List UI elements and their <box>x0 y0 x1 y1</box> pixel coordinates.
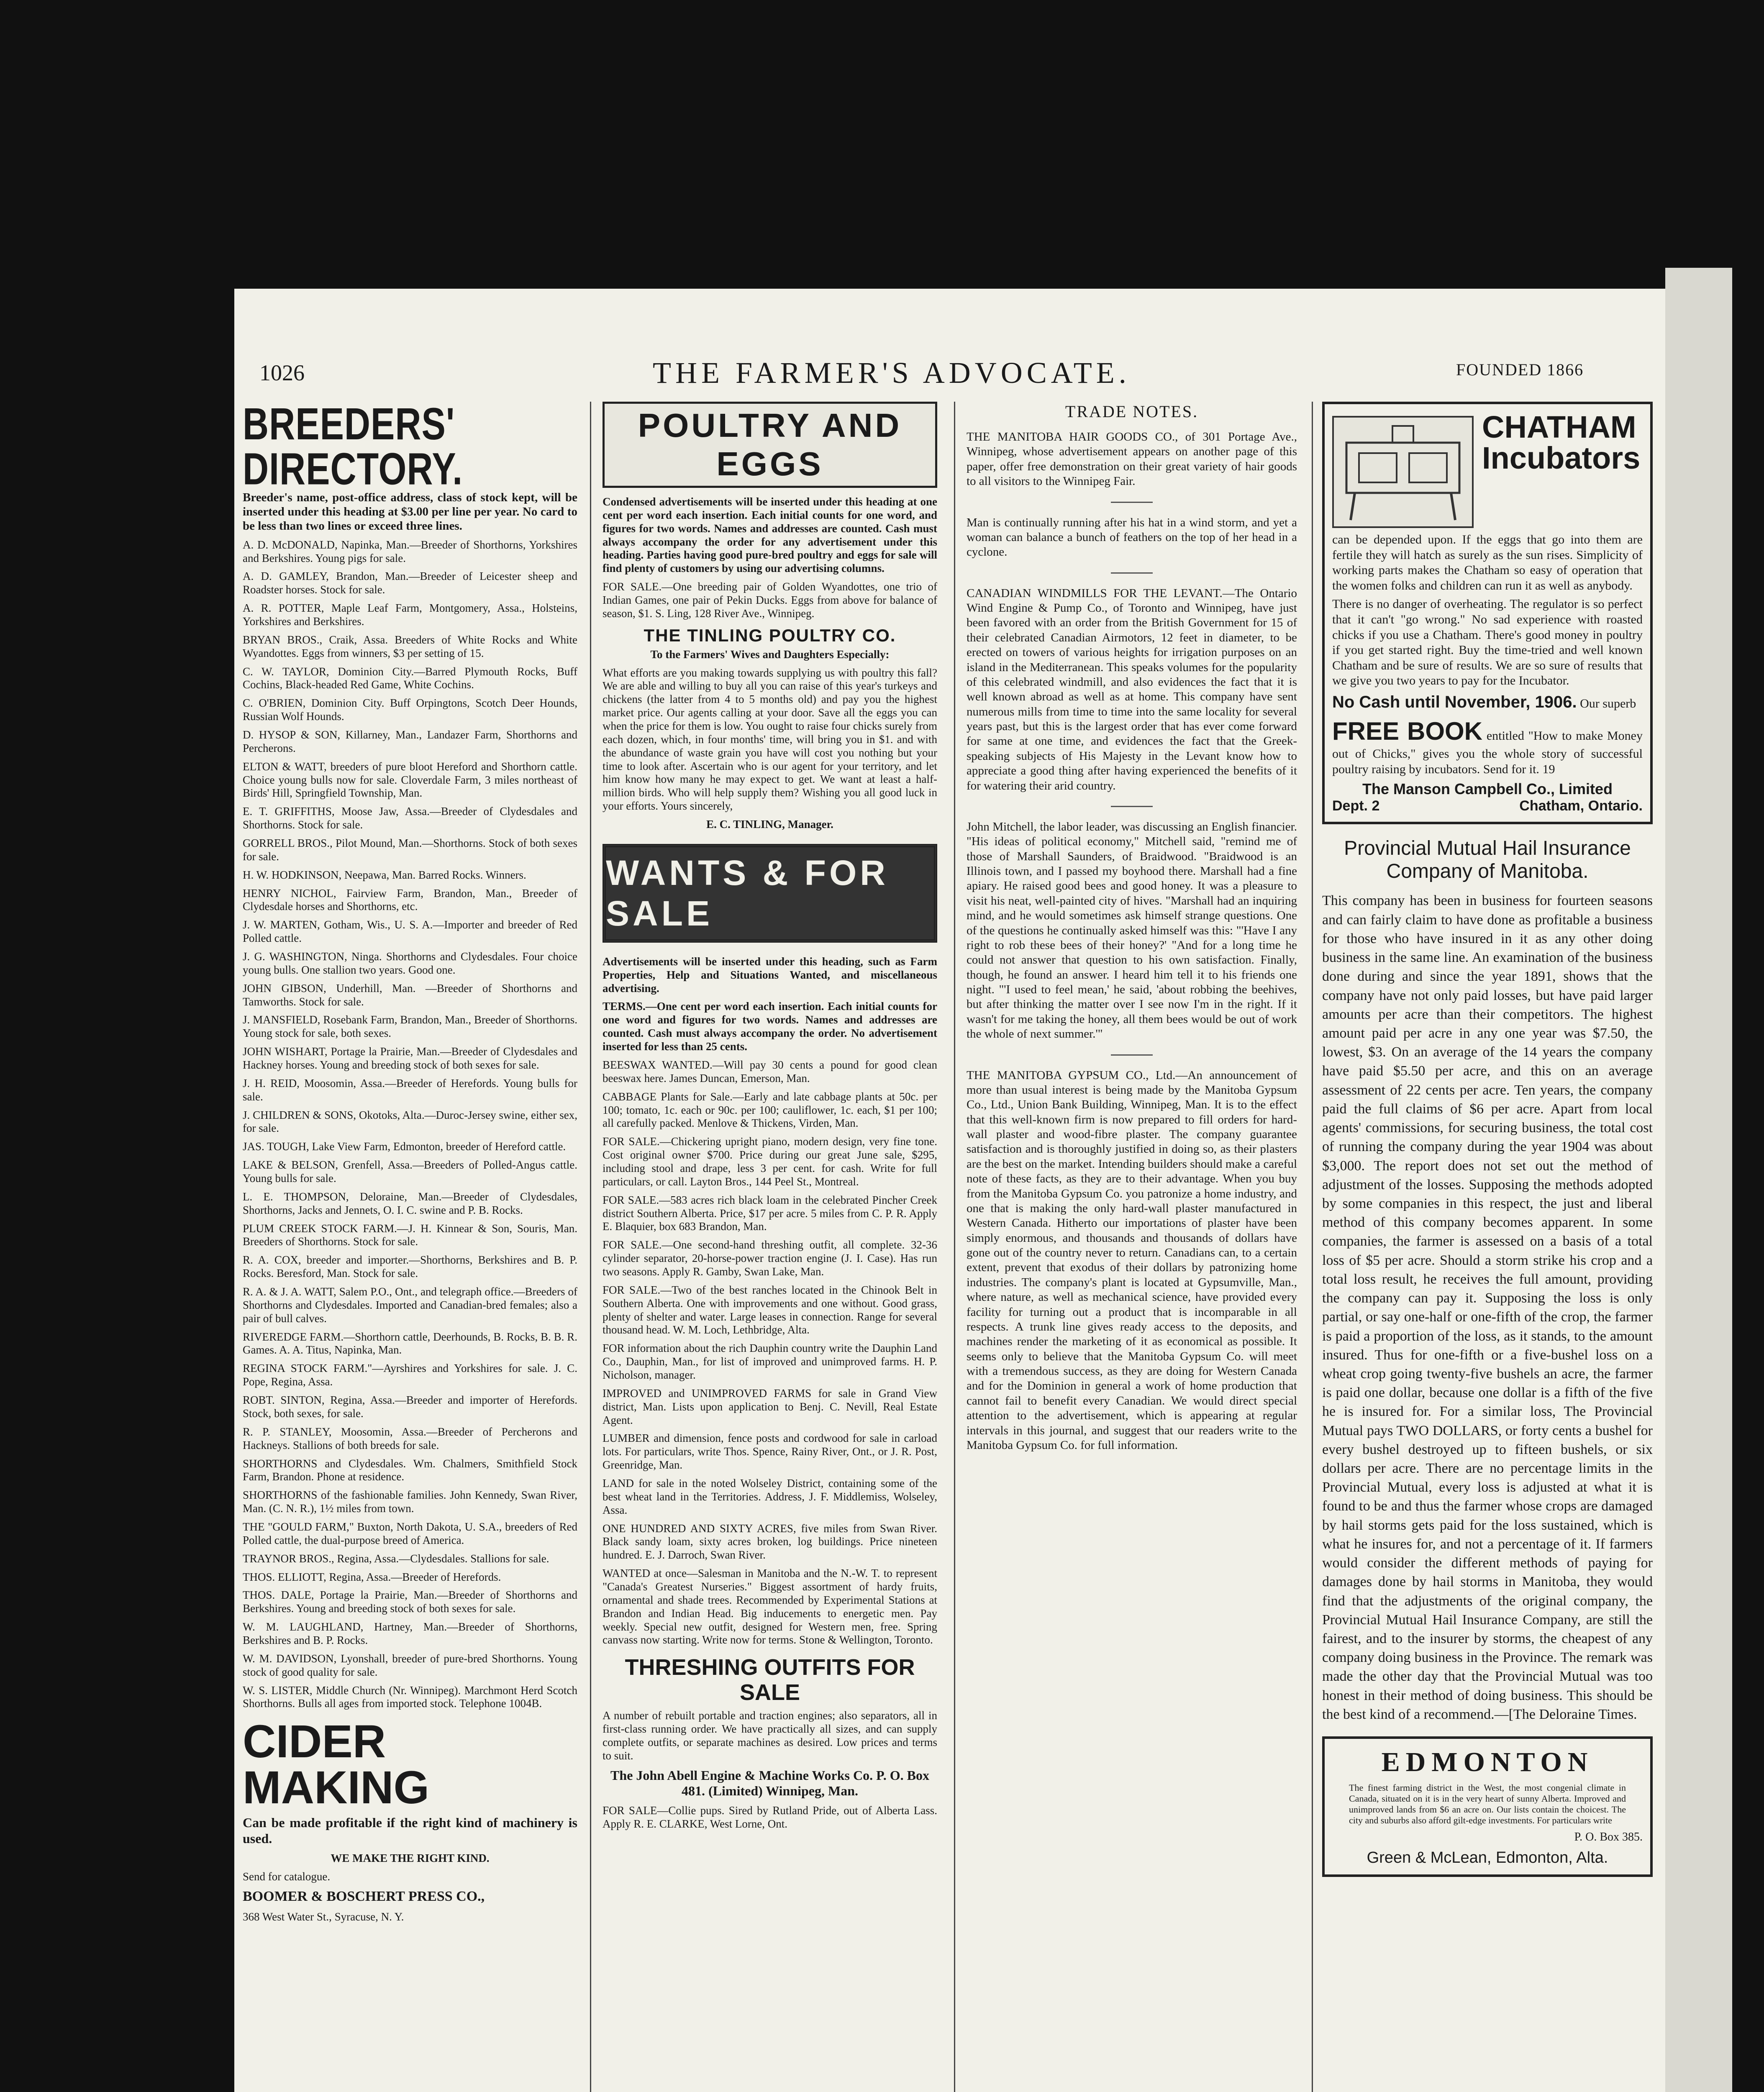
breeder-entry: D. HYSOP & SON, Killarney, Man., Landazer Farm, Shorthorns and Percherons. <box>243 728 577 754</box>
chatham-company: The Manson Campbell Co., Limited <box>1362 780 1613 798</box>
wants-banner: WANTS & FOR SALE <box>603 844 937 943</box>
divider <box>1111 502 1153 503</box>
classified-ad: LUMBER and dimension, fence posts and cordwood for sale in carload lots. For particulars, write Thos. Spence, Rainy River, Ont., or J. R. Post, Greenridge, Man. <box>603 1432 937 1472</box>
breeder-entry: R. P. STANLEY, Moosomin, Assa.—Breeder of Percherons and Hackneys. Stallions of both breeds for sale. <box>243 1425 577 1451</box>
breeder-entry: L. E. THOMPSON, Deloraine, Man.—Breeder of Clydesdales, Shorthorns, Jacks and Jennets, O. I. C. swine and P. B. Rocks. <box>243 1190 577 1216</box>
trade-note: CANADIAN WINDMILLS FOR THE LEVANT.—The Ontario Wind Engine & Pump Co., of Toronto and Winnipeg, have just been favored with an order from the British Government for 15 of their celebrated Canadian Airmotors, 12 feet in diameter, to be erected on towers of various heights for irrigation purposes on an island in the Mediterranean. This speaks volumes for the popularity of this celebrated windmill, and also evidences the fact that it is well known abroad as well as at home. This company have sent numerous mills from time to time into the same locality for several years past, but this is the largest order that has ever come forward for same at one time, and evidences the fact that the Greek-speaking subjects of His Majesty in the Levant know how to appreciate a good thing after having experienced the benefits of it for watering their arid country. <box>967 586 1297 792</box>
breeder-entry: W. M. DAVIDSON, Lyonshall, breeder of pure-bred Shorthorns. Young stock of good quality for sale. <box>243 1652 577 1678</box>
breeder-entry: GORRELL BROS., Pilot Mound, Man.—Shorthorns. Stock of both sexes for sale. <box>243 836 577 863</box>
threshing-heading: THRESHING OUTFITS FOR SALE <box>625 1655 915 1705</box>
column-rule <box>954 402 955 2092</box>
breeders-directory-column <box>243 402 577 2092</box>
breeder-entry: TRAYNOR BROS., Regina, Assa.—Clydesdales. Stallions for sale. <box>243 1552 549 1565</box>
trade-notes-column <box>967 402 1297 2092</box>
classified-ad: FOR SALE.—Chickering upright piano, modern design, very fine tone. Cost original owner $700. Price during our great June sale, $295, including stool and drape, less 3 per cent. for cash. Write for full particulars, or call. Layton Bros., 144 Peel St., Montreal. <box>603 1135 937 1188</box>
breeders-heading: BREEDERS' DIRECTORY. <box>243 402 463 495</box>
edmonton-heading: EDMONTON <box>1381 1747 1594 1778</box>
chatham-num: 19 <box>1542 762 1555 776</box>
breeder-entry: J. CHILDREN & SONS, Okotoks, Alta.—Duroc-Jersey swine, either sex, for sale. <box>243 1108 577 1135</box>
breeder-entry: C. O'BRIEN, Dominion City. Buff Orpingtons, Scotch Deer Hounds, Russian Wolf Hounds. <box>243 697 577 723</box>
breeder-entry: HENRY NICHOL, Fairview Farm, Brandon, Man., Breeder of Clydesdale horses and Shorthorns, etc. <box>243 887 577 913</box>
collie-ad: FOR SALE—Collie pups. Sired by Rutland Pride, out of Alberta Lass. Apply R. E. CLARKE, West Lorne, Ont. <box>603 1804 937 1830</box>
breeder-list <box>243 538 577 1711</box>
chatham-superb: Our superb <box>1580 696 1636 710</box>
classified-ad: CABBAGE Plants for Sale.—Early and late cabbage plants at 50c. per 100; tomato, 1c. each or 90c. per 100; cauliflower, 1c. each, $1 per 100; all carefully packed. Menlove & Thickens, Virden, Man. <box>603 1090 937 1130</box>
wants-list <box>603 1059 937 1647</box>
breeder-entry: SHORTHORNS and Clydesdales. Wm. Chalmers, Smithfield Stock Farm, Brandon. Phone at residence. <box>243 1457 577 1483</box>
breeder-entry: RIVEREDGE FARM.—Shorthorn cattle, Deerhounds, B. Rocks, B. B. R. Games. A. A. Titus, Napinka, Man. <box>243 1330 577 1356</box>
breeder-entry: THOS. ELLIOTT, Regina, Assa.—Breeder of Herefords. <box>243 1570 501 1583</box>
edmonton-firm: Green & McLean, Edmonton, Alta. <box>1367 1848 1608 1866</box>
poultry-intro: Condensed advertisements will be inserted under this heading at one cent per word each insertion. Each initial counts for one word, and figures for two words. Names and addresses are counted. Cash must always accompany the order for any advertisement under this heading. Parties having good pure-bred poultry and eggs for sale will find plenty of customers by using our advertising columns. <box>603 495 937 575</box>
column-rule <box>590 402 591 2092</box>
breeder-entry: A. D. GAMLEY, Brandon, Man.—Breeder of Leicester sheep and Roadster horses. Stock for sale. <box>243 570 577 596</box>
trade-note: John Mitchell, the labor leader, was discussing an English financier. "His ideas of political economy," Mitchell said, "remind me of those of Marshall Saunders, of Braidwood. "Braidwood is an Illinois town, and I passed my boyhood there. Marshall had a fine apiary. He raised good bees and good honey. It was a pleasure to visit his neat, well-painted city of hives. "Marshall had an inquiring mind, and he would sometimes ask himself strange questions. One of the questions he continually asked himself was this: "'Have I any right to rob these bees of their honey?' "And for a long time he could not answer that question to his own satisfaction. Finally, though, he found an answer. I heard him tell it to his friends one night. "'I used to feel mean,' he said, 'about robbing the beehives, but after thinking the matter over I see now I'm in the right. If it wasn't for me taking the honey, all them bees would be out of work the whole of next summer.'" <box>967 820 1297 1041</box>
threshing-body: A number of rebuilt portable and traction engines; also separators, all in first-class running order. We have practically all sizes, and can supply complete outfits, or separate machines as desired. Low prices and terms to suit. <box>603 1709 937 1762</box>
ads-column <box>1322 402 1653 2092</box>
classified-ad: BEESWAX WANTED.—Will pay 30 cents a pound for good clean beeswax here. James Duncan, Emerson, Man. <box>603 1058 937 1084</box>
breeder-entry: ROBT. SINTON, Regina, Assa.—Breeder and importer of Herefords. Stock, both sexes, for sale. <box>243 1394 577 1420</box>
page-number: 1026 <box>259 360 305 385</box>
classified-ad: FOR SALE.—One second-hand threshing outfit, all complete. 32-36 cylinder separator, 20-horse-power traction engine (J. I. Case). Has run two seasons. Apply R. Gamby, Swan Lake, Man. <box>603 1238 937 1278</box>
breeder-entry: ELTON & WATT, breeders of pure bloot Hereford and Shorthorn cattle. Choice young bulls now for sale. Cloverdale Farm, 3 miles northeast of Birds' Hill, Springfield Township, Man. <box>243 760 577 800</box>
breeder-entry: W. M. LAUGHLAND, Hartney, Man.—Breeder of Shorthorns, Berkshires and B. P. Rocks. <box>243 1620 577 1646</box>
breeder-entry: C. W. TAYLOR, Dominion City.—Barred Plymouth Rocks, Buff Cochins, Black-headed Red Game, White Cochins. <box>243 665 577 691</box>
chatham-p2: There is no danger of overheating. The regulator is so perfect that it can't "go wrong." No sad experience with roasted chicks if you use a Chatham. There's good money in poultry if you get started right. Buy the time-tried and well known Chatham and be sure of results. We are so sure of results that we give you two years to pay for the Incubator. <box>1332 597 1643 688</box>
trade-heading: TRADE NOTES. <box>1065 402 1199 421</box>
breeder-entry: JAS. TOUGH, Lake View Farm, Edmonton, breeder of Hereford cattle. <box>243 1140 566 1153</box>
wants-intro: Advertisements will be inserted under this heading, such as Farm Properties, Help and Situations Wanted, and miscellaneous advertising. <box>603 955 937 995</box>
cider-line1: Can be made profitable if the right kind of machinery is used. <box>243 1815 577 1846</box>
classified-ad: FOR information about the rich Dauphin country write the Dauphin Land Co., Dauphin, Man., for list of improved and unimproved farms. H. P. Nicholson, manager. <box>603 1342 937 1381</box>
classified-ad: ONE HUNDRED AND SIXTY ACRES, five miles from Swan River. Black sandy loam, sixty acres broken, log buildings. Price nineteen hundred. E. J. Darroch, Swan River. <box>603 1522 937 1561</box>
divider <box>1111 806 1153 807</box>
breeders-intro: Breeder's name, post-office address, class of stock kept, will be inserted under this heading at $3.00 per line per year. No card to be less than two lines or exceed three lines. <box>243 491 577 533</box>
poultry-wants-column <box>603 402 937 2092</box>
trade-note: Man is continually running after his hat in a wind storm, and yet a woman can balance a bunch of feathers on the top of her head in a cyclone. <box>967 515 1297 559</box>
trade-note: THE MANITOBA HAIR GOODS CO., of 301 Portage Ave., Winnipeg, whose advertisement appears on another page of this paper, offer free demonstration on their great variety of hair goods to all visitors to the Winnipeg Fair. <box>967 430 1297 488</box>
free-book-label: FREE BOOK <box>1332 717 1483 745</box>
classified-ad: LAND for sale in the noted Wolseley District, containing some of the best wheat land in the Territories. Address, J. F. Middlemiss, Wolseley, Assa. <box>603 1477 937 1516</box>
free-book-text: entitled "How to make Money out of Chicks," gives you the whole story of successful poultry raising by incubators. Send for it. <box>1332 728 1643 776</box>
breeder-entry: SHORTHORNS of the fashionable families. John Kennedy, Swan River, Man. (C. N. R.), 1½ miles from town. <box>243 1489 577 1515</box>
incubator-illustration <box>1332 416 1474 528</box>
breeder-entry: BRYAN BROS., Craik, Assa. Breeders of White Rocks and White Wyandottes. Eggs from winners, $3 per setting of 15. <box>243 633 577 659</box>
breeder-entry: J. MANSFIELD, Rosebank Farm, Brandon, Man., Breeder of Shorthorns. Young stock for sale, both sexes. <box>243 1013 577 1040</box>
breeder-entry: R. A. & J. A. WATT, Salem P.O., Ont., and telegraph office.—Breeders of Shorthorns and Clydesdales. Imported and Canadian-bred females; also a pair of bull calves. <box>243 1285 577 1325</box>
breeder-entry: W. S. LISTER, Middle Church (Nr. Winnipeg). Marchmont Herd Scotch Shorthorns. Bulls all ages from imported stock. Telephone 1004B. <box>243 1684 577 1710</box>
cider-line2: WE MAKE THE RIGHT KIND. <box>331 1851 490 1864</box>
classified-ad: FOR SALE.—583 acres rich black loam in the celebrated Pincher Creek district Southern Alberta. Price, $17 per acre. 5 miles from C. P. R. Apply E. Blaquier, box 683 Brandon, Man. <box>603 1193 937 1233</box>
hail-heading: Provincial Mutual Hail Insurance Company of Manitoba. <box>1344 837 1631 883</box>
tinling-body: What efforts are you making towards supplying us with poultry this fall? We are able and willing to buy all you can raise of this year's turkeys and chickens (the latter from 4 to 5 months old) and pay you the highest market price. Our agents calling at your door. Save all the eggs you can when the price for them is low. You ought to raise four chicks surely from each dozen, which, in four months' time, will bring you in $1. and with the abundance of waste grain you have will cost you nothing but your time to look after. Ascertain who is our agent for your territory, and let him know how many he may expect to get. We want at least a half-million birds. Who will help supply them? Wishing you all good luck in your efforts. Yours sincerely, <box>603 666 937 813</box>
edmonton-body: The finest farming district in the West, the most congenial climate in Canada, situated on it is in the very heart of sunny Alberta. Improved and unimproved lands from $6 an acre on. Our lists contain the choicest. The city and suburbs also afford gilt-edge investments. For particulars write <box>1349 1782 1626 1825</box>
poultry-heading: POULTRY AND EGGS <box>603 402 937 488</box>
tinling-title: THE TINLING POULTRY CO. <box>644 625 896 645</box>
breeder-entry: A. R. POTTER, Maple Leaf Farm, Montgomery, Assa., Holsteins, Yorkshires and Berkshires. <box>243 602 577 628</box>
classified-ad: IMPROVED and UNIMPROVED FARMS for sale in Grand View district, Man. Lists upon application to Benj. C. Nevill, Real Estate Agent. <box>603 1387 937 1426</box>
divider <box>1111 1054 1153 1056</box>
tinling-sub: To the Farmers' Wives and Daughters Especially: <box>650 648 890 661</box>
cider-address: 368 West Water St., Syracuse, N. Y. <box>243 1910 404 1923</box>
chatham-city: Chatham, Ontario. <box>1519 798 1643 814</box>
breeder-entry: LAKE & BELSON, Grenfell, Assa.—Breeders of Polled-Angus cattle. Young bulls for sale. <box>243 1159 577 1185</box>
column-rule <box>1312 402 1313 2092</box>
breeder-entry: THOS. DALE, Portage la Prairie, Man.—Breeder of Shorthorns and Berkshires. Young and breeding stock of both sexes for sale. <box>243 1589 577 1615</box>
cider-company: BOOMER & BOSCHERT PRESS CO., <box>243 1889 485 1905</box>
breeder-entry: JOHN GIBSON, Underhill, Man. —Breeder of Shorthorns and Tamworths. Stock for sale. <box>243 982 577 1008</box>
founded-note: FOUNDED 1866 <box>1456 360 1584 379</box>
breeder-entry: E. T. GRIFFITHS, Moose Jaw, Assa.—Breeder of Clydesdales and Shorthorns. Stock for sale. <box>243 805 577 831</box>
tinling-sign: E. C. TINLING, Manager. <box>706 818 833 831</box>
breeder-entry: J. H. REID, Moosomin, Assa.—Breeder of Herefords. Young bulls for sale. <box>243 1077 577 1103</box>
adjacent-page-edge <box>1665 268 1732 2092</box>
breeder-entry: JOHN WISHART, Portage la Prairie, Man.—Breeder of Clydesdales and Hackney horses. Young and breeding stock of both sexes for sale. <box>243 1045 577 1072</box>
trade-note: THE MANITOBA GYPSUM CO., Ltd.—An announcement of more than usual interest is being made by the Manitoba Gypsum Co., Ltd., Union Bank Building, Winnipeg, Man. It is to the effect that this well-known firm is now prepared to fill orders for hard-wall plaster and wood-fibre plaster. The company guarantee satisfaction and is thoroughly justified in doing so, as their plasters are the best on the market. Intending builders should make a careful note of these facts, as they are to their advantage. When you buy from the Manitoba Gypsum Co. you patronize a home industry, and one that is making the only hard-wall plaster manufactured in Western Canada. Hitherto our importations of plaster have been simply enormous, and thousands and thousands of dollars have gone out of the country never to return. Canadians can, to a certain extent, prevent that exodus of their dollars by patronizing home industries. The company's plant is located at Gypsumville, Man., where nature, as well as mechanical science, have provided every facility for turning out a product that is incomparable in all respects. A trunk line gives ready access to the deposits, and machines render the marketing of it as economical as possible. It seems only to believe that the Manitoba Gypsum Co. will meet with a tremendous success, as they are doing for Western Canada and for the Dominion in general a work of home production that cannot fail to benefit every Canadian. We would direct special attention to the advertisement, which is appearing at regular intervals in this journal, and suggest that our readers write to the Manitoba Gypsum Co. for full information. <box>967 1068 1297 1452</box>
breeder-entry: A. D. McDONALD, Napinka, Man.—Breeder of Shorthorns, Yorkshires and Berkshires. Young pigs for sale. <box>243 538 577 564</box>
edmonton-box: P. O. Box 385. <box>1574 1830 1643 1843</box>
chatham-no-cash: No Cash until November, 1906. <box>1332 692 1577 711</box>
chatham-dept: Dept. 2 <box>1332 798 1380 814</box>
page-title: THE FARMER'S ADVOCATE. <box>653 356 1131 390</box>
newspaper-page <box>234 289 1665 2092</box>
breeder-entry: REGINA STOCK FARM."—Ayrshires and Yorkshires for sale. J. C. Pope, Regina, Assa. <box>243 1362 577 1388</box>
chatham-ad <box>1322 402 1653 824</box>
breeder-entry: R. A. COX, breeder and importer.—Shorthorns, Berkshires and B. P. Rocks. Beresford, Man. Stock for sale. <box>243 1254 577 1280</box>
classified-ad: WANTED at once—Salesman in Manitoba and the N.-W. T. to represent "Canada's Greatest Nurseries." Biggest assortment of hardy fruits, ornamental and shade trees. Recommended by Experimental Stations at Brandon and Indian Head. Big inducements to energetic men. Pay weekly. Special new outfit, designed for Western men, free. Spring canvass now starting. Write now for terms. Stone & Wellington, Toronto. <box>603 1567 937 1646</box>
breeder-entry: J. W. MARTEN, Gotham, Wis., U. S. A.—Importer and breeder of Red Polled cattle. <box>243 918 577 945</box>
poultry-ad: FOR SALE.—One breeding pair of Golden Wyandottes, one trio of Indian Games, one pair of Pekin Ducks. Eggs from above for balance of season, $1. S. Ling, 128 River Ave., Winnipeg. <box>603 580 937 620</box>
abell-ad: The John Abell Engine & Machine Works Co. P. O. Box 481. (Limited) Winnipeg, Man. <box>610 1767 929 1799</box>
wants-terms: TERMS.—One cent per word each insertion. Each initial counts for one word and figures for two words. Names and addresses are counted. Cash must always accompany the order. No advertisement inserted for less than 25 cents. <box>603 1000 937 1053</box>
cider-line3: Send for catalogue. <box>243 1870 331 1883</box>
breeder-entry: J. G. WASHINGTON, Ninga. Shorthorns and Clydesdales. Four choice young bulls. One stallion two years. Good one. <box>243 950 577 976</box>
breeder-entry: THE "GOULD FARM," Buxton, North Dakota, U. S.A., breeders of Red Polled cattle, the dual-purpose breed of America. <box>243 1520 577 1546</box>
hail-body: This company has been in business for fourteen seasons and can fairly claim to have done as profitable a business for those who have insured in it as any other doing business in the same line. An examination of the business done during and since the year 1891, shows that the company have not only paid losses, but have paid larger amounts per acre than their competitors. The highest amount paid per acre in any one year was $7.50, the lowest, $3. On an average of the 14 years the company have paid $5.50 per acre, and this on an average assessment of 22 cents per acre. Ten years, the company paid the full claims of $6 per acre. Apart from local agents' commissions, for securing business, the total cost of running the company during the year 1904 was about $3,000. The report does not set out the method of adjustment of the losses. Supposing the methods adopted by some companies in this respect, the just and liberal method of this company becomes apparent. In some companies, the farmer is assessed on a basis of a total loss of $5 per acre. Should a storm strike his crop and a total loss result, he receives the full amount, providing the company can pay it. Supposing the loss is only partial, or say one-half or one-fifth of the crop, the farmer is paid a proportion of the loss, as it stands, to the amount insured. Thus for one-fifth or a five-bushel loss on a wheat crop going twenty-five bushels an acre, the farmer is paid one dollar, because one dollar is a fifth of the five he is insured for. For a similar loss, The Provincial Mutual pays TWO DOLLARS, or forty cents a bushel for every bushel destroyed up to fifteen bushels, or six dollars per acre. There are no percentage limits in the Provincial Mutual, every loss is adjusted at what it is found to be and thus the farmer whose crops are damaged by hail storms gets paid for the loss sustained, which is what he insures for, and not a percentage of it. If farmers would consider the different methods of paying for damages done by hail storms in Manitoba, they would find that the adjustments of the original company, the Provincial Mutual Hail Insurance Company, are still the fairest, and to the insurer by storms, the cheapest of any company doing business in the Province. The remark was made the other day that the Provincial Mutual was too honest in their method of doing business. This should be the best kind of a recommend.—[The Deloraine Times. <box>1322 893 1653 1722</box>
classified-ad: FOR SALE.—Two of the best ranches located in the Chinook Belt in Southern Alberta. One with improvements and one without. Good grass, plenty of shelter and water. Large leases in connection. Range for several thousand head. W. M. Loch, Lethbridge, Alta. <box>603 1283 937 1336</box>
chatham-heading: CHATHAM Incubators <box>1482 410 1641 475</box>
edmonton-ad <box>1322 1736 1653 1877</box>
divider <box>1111 572 1153 574</box>
chatham-p1: can be depended upon. If the eggs that go into them are fertile they will hatch as surely as the sun rises. Simplicity of working parts makes the Chatham so easy of operation that the women folks and children can run it as well as anybody. <box>1332 533 1643 592</box>
breeder-entry: H. W. HODKINSON, Neepawa, Man. Barred Rocks. Winners. <box>243 868 526 881</box>
cider-heading: CIDER MAKING <box>243 1716 430 1814</box>
breeder-entry: PLUM CREEK STOCK FARM.—J. H. Kinnear & Son, Souris, Man. Breeders of Shorthorns. Stock for sale. <box>243 1222 577 1248</box>
